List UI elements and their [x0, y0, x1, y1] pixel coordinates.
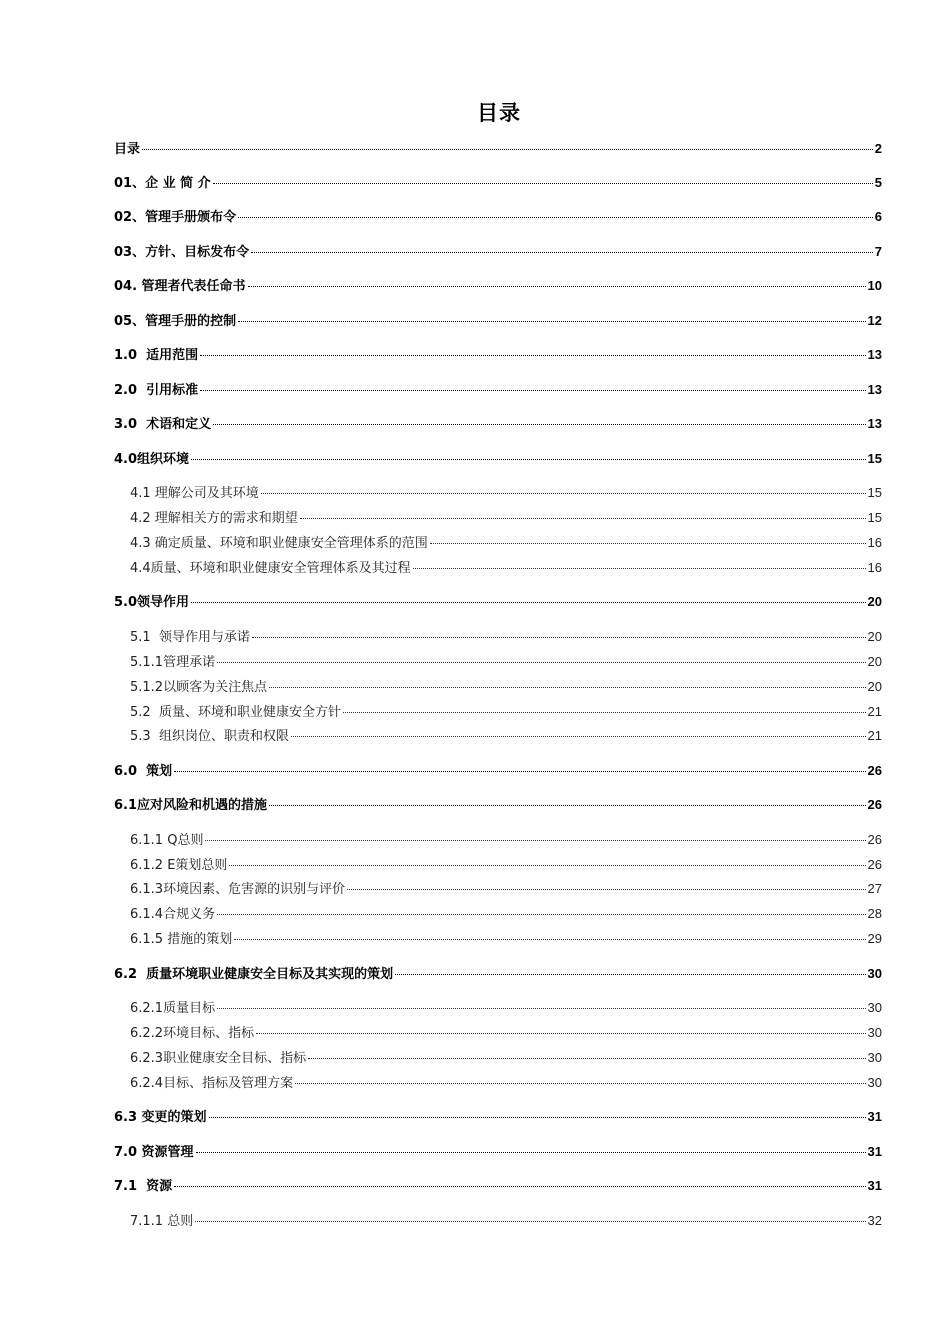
toc-entry[interactable]	[114, 965, 882, 983]
toc-entry[interactable]	[114, 593, 882, 611]
toc-entry-page: 29	[867, 931, 882, 946]
dot-leader	[252, 637, 866, 638]
dot-leader	[308, 1058, 865, 1059]
toc-subentry[interactable]	[130, 1024, 882, 1042]
toc-entry[interactable]	[114, 243, 882, 261]
toc-entry-page: 30	[867, 1075, 882, 1090]
toc-entry-label: 04. 管理者代表任命书	[114, 279, 246, 294]
toc-subentry[interactable]	[130, 534, 882, 552]
toc-subentry[interactable]	[130, 653, 882, 671]
dot-leader	[205, 840, 865, 841]
toc-entry[interactable]	[114, 346, 882, 364]
dot-leader	[200, 390, 865, 391]
toc-entry[interactable]	[114, 415, 882, 433]
toc-entry-label: 目录	[114, 142, 141, 157]
toc-entry-page: 13	[867, 382, 882, 397]
toc-entry-label: 6.3 变更的策划	[114, 1110, 207, 1125]
dot-leader	[200, 355, 865, 356]
toc-entry[interactable]	[114, 312, 882, 330]
toc-entry-page: 5	[874, 175, 882, 190]
toc-entry-page: 16	[867, 535, 882, 550]
toc-subentry[interactable]	[130, 559, 882, 577]
toc-entry-page: 7	[874, 244, 882, 259]
toc-subentry[interactable]	[130, 831, 882, 849]
dot-leader	[248, 286, 866, 287]
toc-entry-page: 15	[867, 451, 882, 466]
toc-entry-page: 26	[867, 832, 882, 847]
dot-leader	[209, 1117, 866, 1118]
dot-leader	[195, 1221, 865, 1222]
toc-subentry[interactable]	[130, 1049, 882, 1067]
toc-entry-page: 21	[867, 704, 882, 719]
toc-entry-label: 6.2.2环境目标、指标	[130, 1026, 255, 1041]
toc-entry-page: 15	[867, 510, 882, 525]
toc-entry-label: 6.2 质量环境职业健康安全目标及其实现的策划	[114, 967, 394, 982]
dot-leader	[191, 602, 866, 603]
dot-leader	[343, 712, 866, 713]
dot-leader	[142, 149, 873, 150]
dot-leader	[300, 518, 866, 519]
toc-entry-page: 21	[867, 728, 882, 743]
toc-entry-page: 31	[867, 1178, 882, 1193]
toc-entry[interactable]	[114, 796, 882, 814]
toc-entry-label: 5.1.2以顾客为关注焦点	[130, 680, 268, 695]
toc-entry-label: 5.2 质量、环境和职业健康安全方针	[130, 705, 341, 720]
dot-leader	[174, 1186, 865, 1187]
toc-entry-label: 6.1.5 措施的策划	[130, 932, 233, 947]
toc-entry-page: 30	[867, 966, 882, 981]
toc-subentry[interactable]	[130, 1074, 882, 1092]
dot-leader	[238, 321, 865, 322]
toc-entry[interactable]	[114, 1108, 882, 1126]
dot-leader	[256, 1033, 865, 1034]
toc-entry-label: 6.1.3环境因素、危害源的识别与评价	[130, 882, 346, 897]
dot-leader	[261, 493, 866, 494]
toc-entry-label: 5.1.1管理承诺	[130, 655, 216, 670]
toc-entry-label: 3.0 术语和定义	[114, 417, 212, 432]
toc-entry-page: 2	[874, 141, 882, 156]
dot-leader	[217, 914, 865, 915]
toc-entry[interactable]	[114, 450, 882, 468]
toc-entry-label: 6.2.1质量目标	[130, 1001, 216, 1016]
toc-entry[interactable]	[114, 1143, 882, 1161]
toc-entry-label: 4.2 理解相关方的需求和期望	[130, 511, 298, 526]
dot-leader	[196, 1152, 866, 1153]
toc-entry-label: 6.0 策划	[114, 764, 173, 779]
toc-entry[interactable]	[114, 140, 882, 158]
dot-leader	[295, 1083, 865, 1084]
toc-entry-label: 6.2.4目标、指标及管理方案	[130, 1076, 294, 1091]
dot-leader	[430, 543, 866, 544]
toc-entry-page: 6	[874, 209, 882, 224]
toc-entry-label: 7.1 资源	[114, 1179, 173, 1194]
toc-subentry[interactable]	[130, 856, 882, 874]
dot-leader	[213, 183, 873, 184]
dot-leader	[291, 736, 866, 737]
toc-entry-page: 26	[867, 763, 882, 778]
dot-leader	[269, 687, 865, 688]
toc-subentry[interactable]	[130, 509, 882, 527]
toc-entry[interactable]	[114, 208, 882, 226]
toc-entry-label: 4.1 理解公司及其环境	[130, 486, 259, 501]
dot-leader	[217, 1008, 865, 1009]
toc-entry-label: 5.0领导作用	[114, 595, 190, 610]
toc-entry-label: 6.1.1 Q总则	[130, 833, 204, 848]
toc-entry-page: 27	[867, 881, 882, 896]
dot-leader	[174, 771, 865, 772]
dot-leader	[229, 865, 865, 866]
toc-entry-page: 30	[867, 1050, 882, 1065]
toc-entry-label: 4.0组织环境	[114, 452, 190, 467]
toc-subentry[interactable]	[130, 703, 882, 721]
dot-leader	[395, 974, 865, 975]
dot-leader	[269, 805, 866, 806]
toc-entry-label: 6.1.4合规义务	[130, 907, 216, 922]
toc-entry[interactable]	[114, 277, 882, 295]
toc-entry-label: 6.2.3职业健康安全目标、指标	[130, 1051, 307, 1066]
toc-entry-page: 13	[867, 416, 882, 431]
dot-leader	[347, 889, 865, 890]
toc-entry-page: 20	[867, 594, 882, 609]
dot-leader	[213, 424, 865, 425]
page-title: 目录	[477, 101, 521, 125]
toc-entry-page: 13	[867, 347, 882, 362]
toc-entry-page: 31	[867, 1144, 882, 1159]
dot-leader	[191, 459, 866, 460]
dot-leader	[238, 217, 873, 218]
toc-entry-label: 6.1.2 E策划总则	[130, 858, 228, 873]
toc-entry-label: 7.1.1 总则	[130, 1214, 194, 1229]
toc-subentry[interactable]	[130, 905, 882, 923]
toc-subentry[interactable]	[130, 678, 882, 696]
toc-entry-page: 26	[867, 857, 882, 872]
toc-entry-label: 5.1 领导作用与承诺	[130, 630, 250, 645]
toc-entry-label: 4.4质量、环境和职业健康安全管理体系及其过程	[130, 561, 411, 576]
toc-entry-label: 02、管理手册颁布令	[114, 210, 237, 225]
toc-entry-page: 20	[867, 654, 882, 669]
toc-entry-label: 2.0 引用标准	[114, 383, 199, 398]
toc-subentry[interactable]	[130, 1212, 882, 1230]
toc-subentry[interactable]	[130, 484, 882, 502]
toc-entry-page: 20	[867, 629, 882, 644]
toc-entry-page: 31	[867, 1109, 882, 1124]
toc-subentry[interactable]	[130, 999, 882, 1017]
toc-entry[interactable]	[114, 381, 882, 399]
toc-entry-label: 7.0 资源管理	[114, 1145, 194, 1160]
toc-entry-page: 12	[867, 313, 882, 328]
dot-leader	[217, 662, 865, 663]
toc-subentry[interactable]	[130, 880, 882, 898]
toc-entry[interactable]	[114, 762, 882, 780]
toc-entry-page: 32	[867, 1213, 882, 1228]
dot-leader	[251, 252, 873, 253]
toc-entry-label: 05、管理手册的控制	[114, 314, 237, 329]
toc-entry-label: 03、方针、目标发布令	[114, 245, 250, 260]
toc-entry-label: 4.3 确定质量、环境和职业健康安全管理体系的范围	[130, 536, 428, 551]
toc-entry-page: 28	[867, 906, 882, 921]
dot-leader	[413, 568, 866, 569]
toc-entry-page: 30	[867, 1025, 882, 1040]
toc-entry-page: 20	[867, 679, 882, 694]
toc-entry-label: 6.1应对风险和机遇的措施	[114, 798, 268, 813]
dot-leader	[234, 939, 865, 940]
toc-subentry[interactable]	[130, 628, 882, 646]
toc-subentry[interactable]	[130, 727, 882, 745]
toc-subentry[interactable]	[130, 930, 882, 948]
toc-entry[interactable]	[114, 174, 882, 192]
toc-entry-label: 5.3 组织岗位、职责和权限	[130, 729, 289, 744]
toc-entry-label: 1.0 适用范围	[114, 348, 199, 363]
toc-entry-page: 26	[867, 797, 882, 812]
toc-entry[interactable]	[114, 1177, 882, 1195]
toc-entry-label: 01、企 业 简 介	[114, 176, 211, 191]
toc-entry-page: 15	[867, 485, 882, 500]
toc-entry-page: 16	[867, 560, 882, 575]
toc-entry-page: 30	[867, 1000, 882, 1015]
toc-entry-page: 10	[867, 278, 882, 293]
